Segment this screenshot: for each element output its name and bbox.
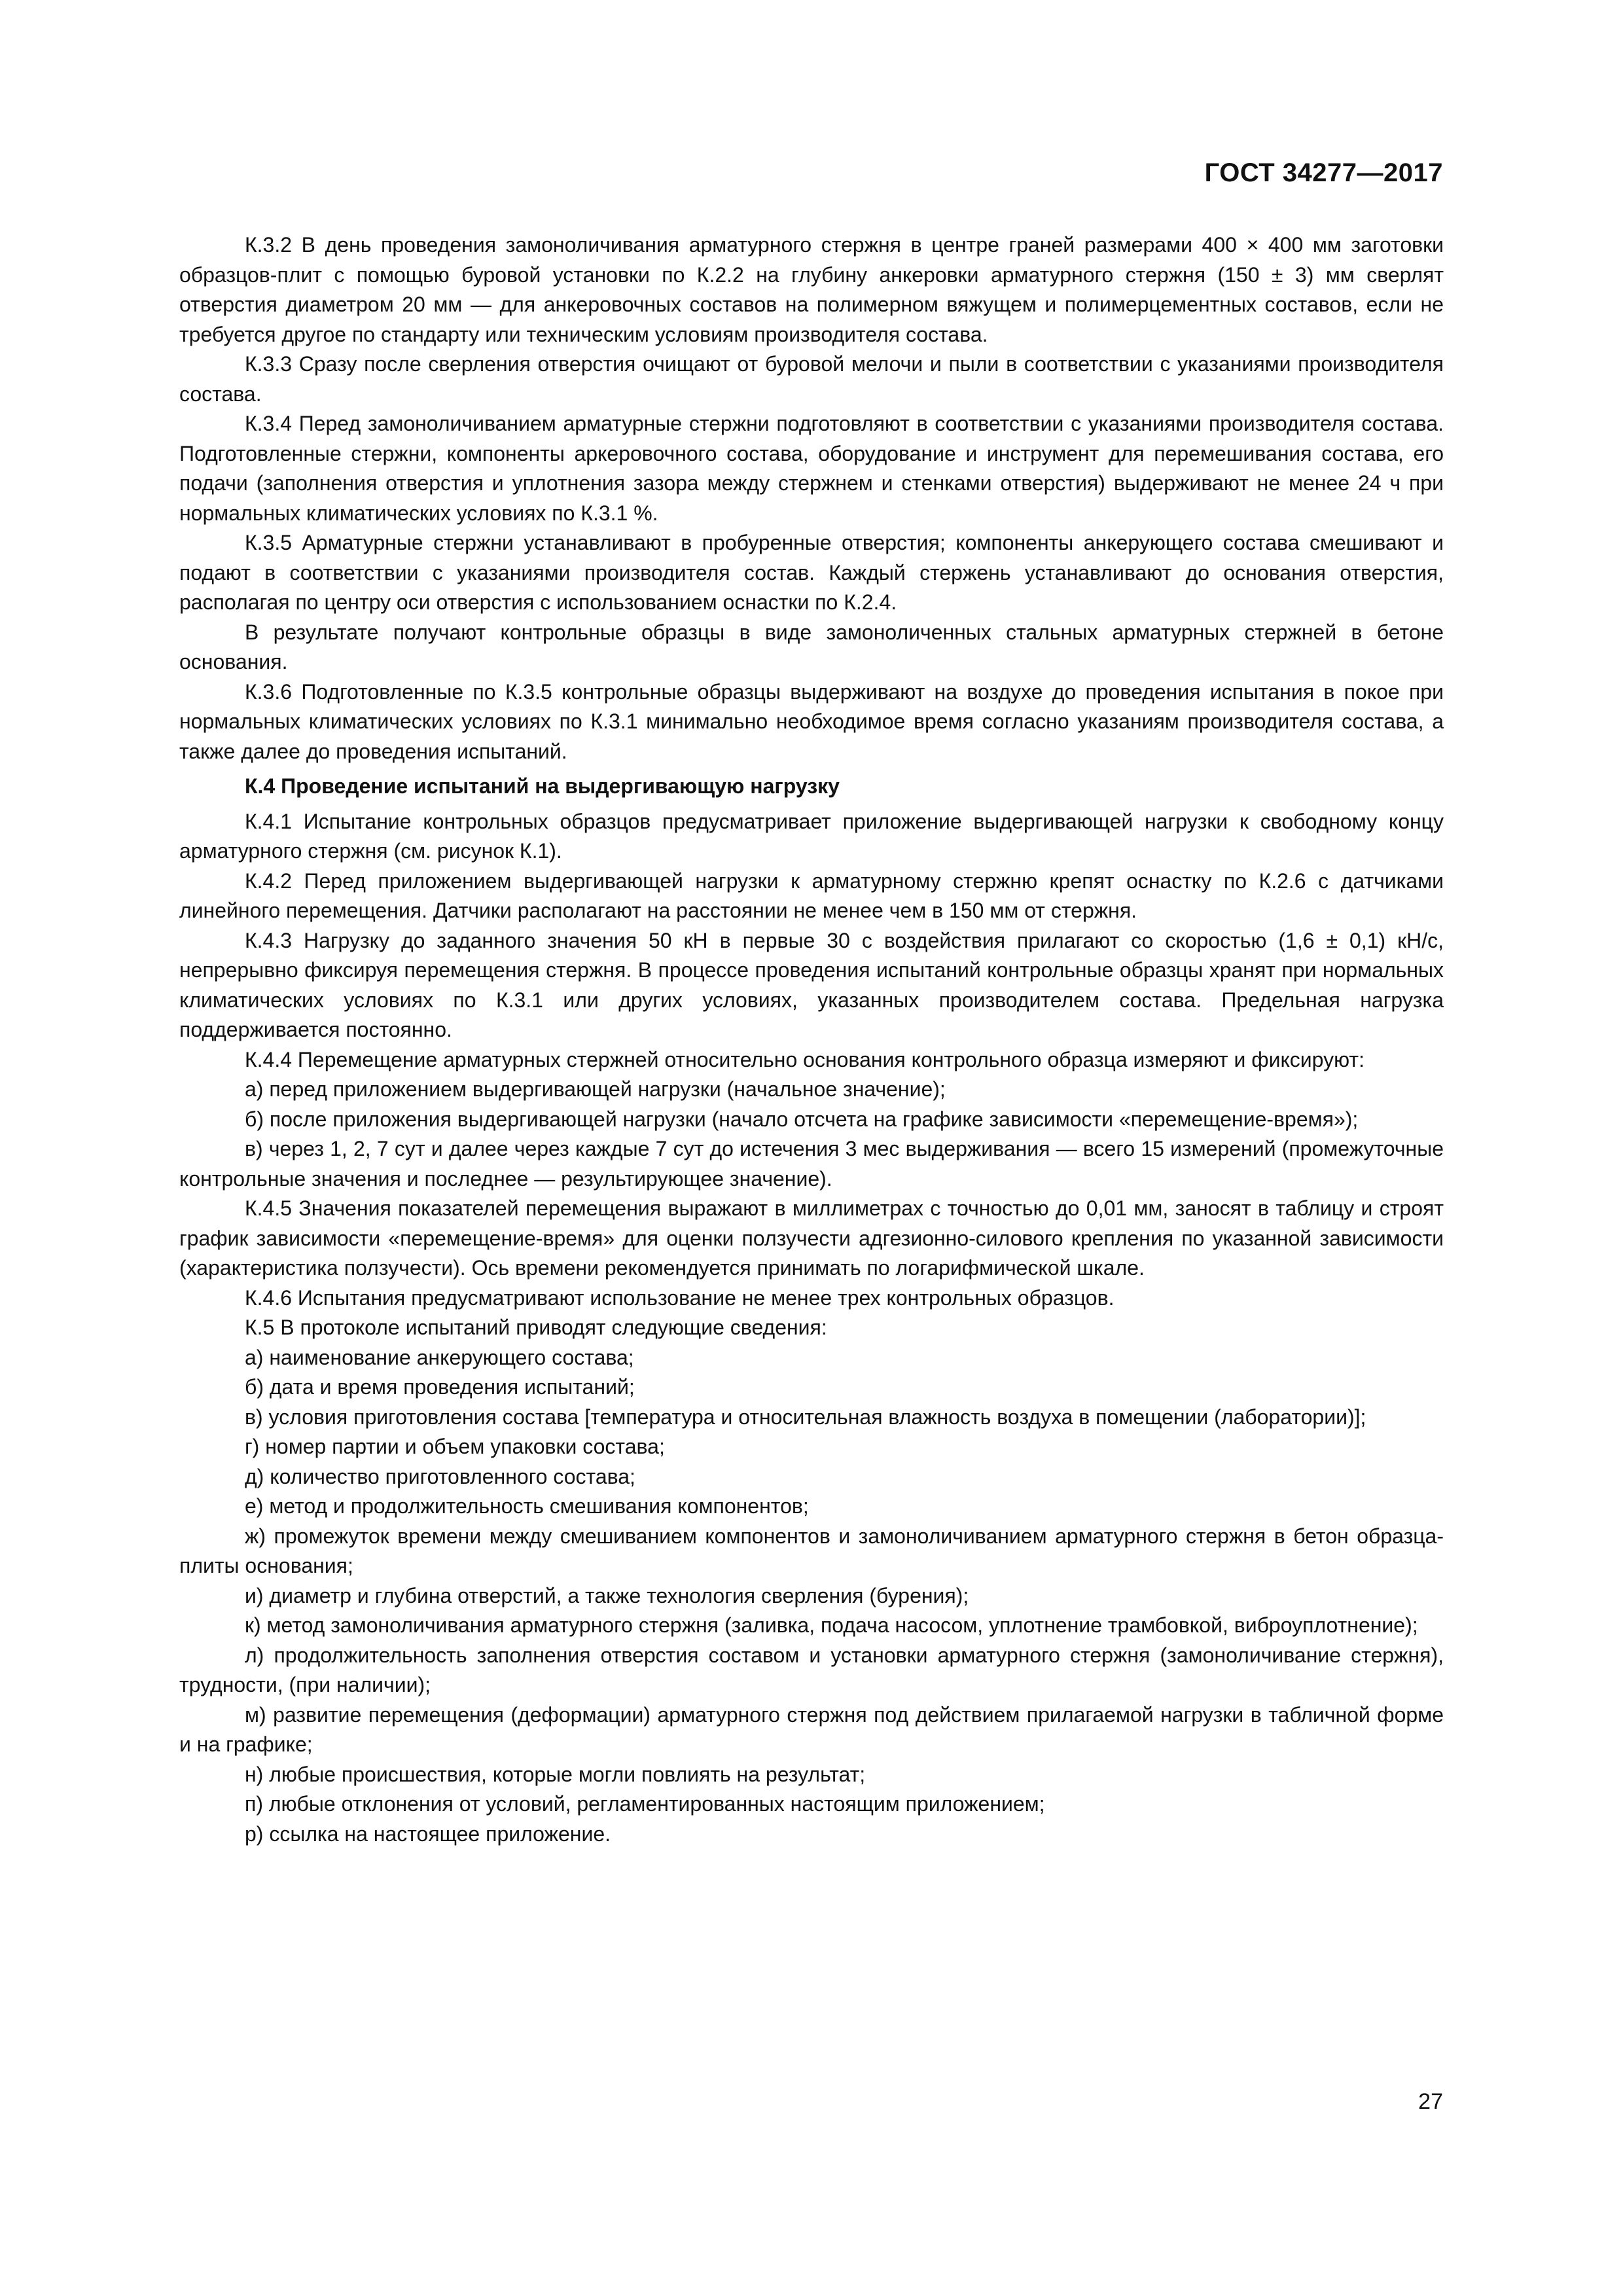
list-item: п) любые отклонения от условий, регламентированных настоящим приложением; (245, 1792, 1045, 1816)
list-item: к) метод замоноличивания арматурного стержня (заливка, подача насосом, уплотнение трамбовкой, виброуплотнение); (245, 1613, 1418, 1637)
list-item: д) количество приготовленного состава; (245, 1464, 635, 1488)
paragraph-k-4-5: К.4.5 Значения показателей перемещения выражают в миллиметрах с точностью до 0,01 мм, заносят в таблицу и строят график зависимости «перемещение-время» для оценки ползучести адгезионно-силового крепления по указанной зависимости (характеристика ползучести). Ось времени рекомендуется принимать по логарифмической шкале. (179, 1196, 1444, 1280)
paragraph-k-3-6: К.3.6 Подготовленные по К.3.5 контрольные образцы выдерживают на воздухе до проведения испытания в покое при нормальных климатических условиях по К.3.1 минимально необходимое время согласно указаниям производителя состава, а также далее до проведения испытаний. (179, 679, 1444, 763)
list-item: л) продолжительность заполнения отверстия составом и установки арматурного стержня (замоноличивание стержня), трудности, (при наличии); (179, 1643, 1444, 1696)
list-item: р) ссылка на настоящее приложение. (245, 1821, 611, 1846)
list-item: а) наименование анкерующего состава; (245, 1345, 634, 1369)
page-number: 27 (1418, 2089, 1443, 2114)
paragraph-k-5: К.5 В протоколе испытаний приводят следующие сведения: (245, 1316, 827, 1339)
list-item: н) любые происшествия, которые могли повлиять на результат; (245, 1762, 866, 1786)
paragraph-result: В результате получают контрольные образцы в виде замоноличенных стальных арматурных стержней в бетоне основания. (179, 620, 1444, 673)
paragraph-k-4-4: К.4.4 Перемещение арматурных стержней относительно основания контрольного образца измеряют и фиксируют: (245, 1047, 1364, 1071)
paragraph-k-4-2: К.4.2 Перед приложением выдергивающей нагрузки к арматурному стержню крепят оснастку по К.2.6 с датчиками линейного перемещения. Датчики располагают на расстоянии не менее чем в 150 мм от стержня. (179, 869, 1444, 922)
list-item: а) перед приложением выдергивающей нагрузки (начальное значение); (245, 1077, 946, 1101)
list-item: в) через 1, 2, 7 сут и далее через каждые 7 сут до истечения 3 мес выдерживания — всего 15 измерений (промежуточные контрольные значения и последнее — результирующее значение). (179, 1137, 1444, 1191)
list-item: м) развитие перемещения (деформации) арматурного стержня под действием прилагаемой нагрузки в табличной форме и на графике; (179, 1702, 1444, 1756)
page-body (179, 230, 1444, 1849)
list-item: ж) промежуток времени между смешиванием компонентов и замоноличиванием арматурного стержня в бетон образца-плиты основания; (179, 1524, 1444, 1577)
section-heading-k-4: К.4 Проведение испытаний на выдергивающую нагрузку (245, 774, 840, 798)
list-item: е) метод и продолжительность смешивания компонентов; (245, 1494, 809, 1518)
paragraph-k-4-1: К.4.1 Испытание контрольных образцов предусматривает приложение выдергивающей нагрузки к свободному концу арматурного стержня (см. рисунок К.1). (179, 809, 1444, 863)
paragraph-k-3-4: К.3.4 Перед замоноличиванием арматурные стержни подготовляют в соответствии с указаниями производителя состава. Подготовленные стержни, компоненты аркеровочного состава, оборудование и инструмент для перемешивания состава, его подачи (заполнения отверстия и уплотнения зазора между стержнем и стенками отверстия) выдерживают не менее 24 ч при нормальных климатических условиях по К.3.1 %. (179, 412, 1444, 525)
paragraph-k-4-3: К.4.3 Нагрузку до заданного значения 50 кН в первые 30 с воздействия прилагают со скоростью (1,6 ± 0,1) кН/с, непрерывно фиксируя перемещения стержня. В процессе проведения испытаний контрольные образцы хранят при нормальных климатических условиях по К.3.1 или других условиях, указанных производителем состава. Предельная нагрузка поддерживается постоянно. (179, 928, 1444, 1041)
paragraph-k-3-3: К.3.3 Сразу после сверления отверстия очищают от буровой мелочи и пыли в соответствии с указаниями производителя состава. (179, 352, 1444, 406)
list-item: б) дата и время проведения испытаний; (245, 1375, 635, 1399)
list-item: б) после приложения выдергивающей нагрузки (начало отсчета на графике зависимости «перемещение-время»); (245, 1107, 1359, 1131)
document-code: ГОСТ 34277—2017 (1204, 158, 1443, 187)
list-item: в) условия приготовления состава [температура и относительная влажность воздуха в помещении (лаборатории)]; (245, 1405, 1366, 1429)
list-item: и) диаметр и глубина отверстий, а также технология сверления (бурения); (245, 1583, 969, 1607)
paragraph-k-4-6: К.4.6 Испытания предусматривают использование не менее трех контрольных образцов. (245, 1285, 1115, 1310)
list-item: г) номер партии и объем упаковки состава; (245, 1435, 665, 1458)
paragraph-k-3-5: К.3.5 Арматурные стержни устанавливают в пробуренные отверстия; компоненты анкерующего состава смешивают и подают в соответствии с указаниями производителя состав. Каждый стержень устанавливают до основания отверстия, располагая по центру оси отверстия с использованием оснастки по К.2.4. (179, 531, 1444, 614)
paragraph-k-3-2: К.3.2 В день проведения замоноличивания арматурного стержня в центре граней размерами 400 × 400 мм заготовки образцов-плит с помощью буровой установки по К.2.2 на глубину анкеровки арматурного стержня (150 ± 3) мм сверлят отверстия диаметром 20 мм — для анкеровочных составов на полимерном вяжущем и полимерцементных составов, если не требуется другое по стандарту или техническим условиям производителя состава. (179, 233, 1444, 346)
